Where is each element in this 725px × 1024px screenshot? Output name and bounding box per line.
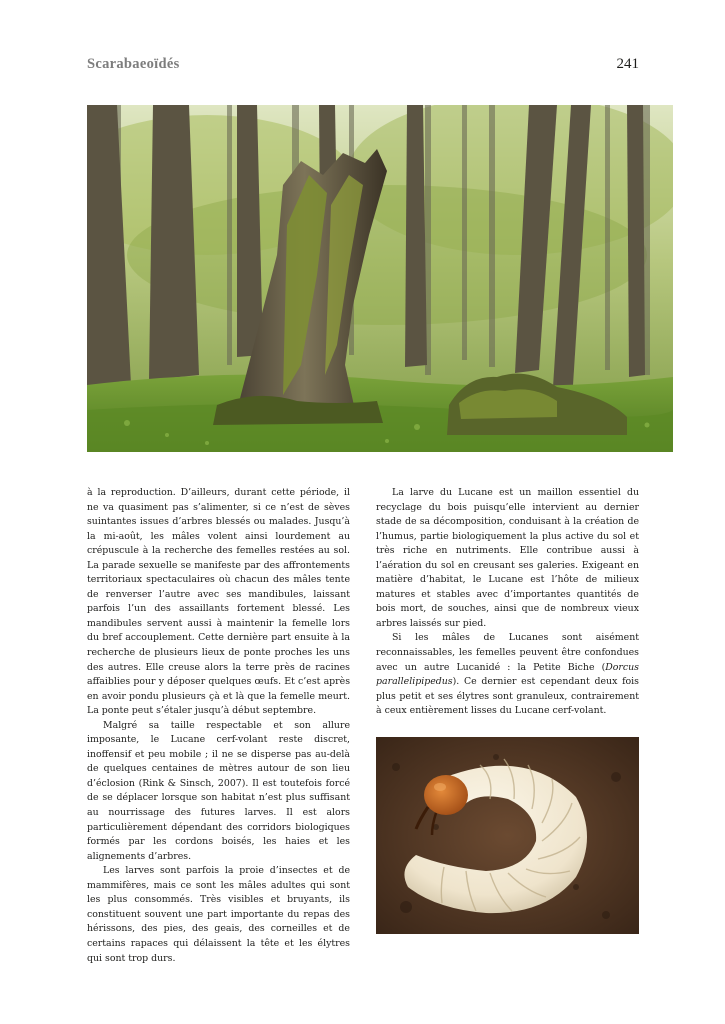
left-paragraph-3: Les larves sont parfois la proie d’insectes et de mammifères, mais ce sont les mâles adultes qui sont les plus consommés. Très visibles et bruyants, ils constituent souvent une part importante du repas des hérissons, des pies, des geais, des corneilles et de certains rapaces qui délaissent la tête et les élytres qui sont trop durs. [87,865,350,964]
right-paragraph-2-before: Si les mâles de Lucanes sont aisément reconnaissables, les femelles peuvent être confondues avec un autre Lucanidé : la Petite Biche ( [376,632,639,673]
left-paragraph-2: Malgré sa taille respectable et son allure imposante, le Lucane cerf-volant reste discret, inoffensif et peu mobile ; il ne se disperse pas au-delà de quelques centaines de mètres autour de son lieu d’éclosion (Rink & Sinsch, 2007). Il est toutefois forcé de se déplacer lorsque son habitat n’est plus suffisant au nourrissage des futures larves. Il est alors particulièrement dépendant des corridors biologiques formés par les cordons boisés, les haies et les alignements d’arbres. [87,719,350,862]
page-number: 241 [616,56,639,72]
larva-photo [376,737,639,934]
right-paragraph-2 [376,631,639,718]
section-title: Scarabaeoïdés [87,56,180,72]
forest-photo [87,105,673,452]
right-paragraph-1: La larve du Lucane est un maillon essentiel du recyclage du bois puisqu’elle intervient au dernier stade de sa décomposition, conduisant à la création de l’humus, partie biologiquement la plus active du sol et très riche en nutriments. Elle contribue aussi à l’aération du sol en creusant ses galeries. Exigeant en matière d’habitat, le Lucane est l’hôte de milieux matures et stables avec d’importantes quantités de bois mort, de souches, ainsi que de nombreux vieux arbres laissés sur pied. [376,487,639,629]
left-paragraph-1: à la reproduction. D’ailleurs, durant cette période, il ne va quasiment pas s’alimenter, si ce n’est de sèves suintantes issues d’arbres blessés ou malades. Jusqu’à la mi-août, les mâles volent ainsi lourdement au crépuscule à la recherche des femelles restées au sol. La parade sexuelle se manifeste par des affrontements territoriaux spectaculaires où chacun des mâles tente de renverser l’autre avec ses mandibules, laissant parfois l’un des assaillants fortement blessé. Les mandibules servent aussi à maintenir la femelle lors du bref accouplement. Cette dernière part ensuite à la recherche de plusieurs lieux de ponte proches les uns des autres. Elle creuse alors la terre près de racines affaiblies pour y déposer quelques œufs. Et c’est après en avoir pondu plusieurs çà et là que la femelle meurt. La ponte peut s’étaler jusqu’à début septembre. [87,487,350,717]
left-column [87,486,350,966]
forest-old-tree-stump-icon [87,105,673,452]
stag-beetle-larva-icon [376,737,639,934]
right-paragraph-2-after: ). Ce dernier est cependant deux fois plus petit et ses élytres sont granuleux, contrairement à ceux entièrement lisses du Lucane cerf-volant. [376,676,639,717]
right-column [376,486,639,719]
species-name: Dorcus parallelipipedus [376,661,639,688]
